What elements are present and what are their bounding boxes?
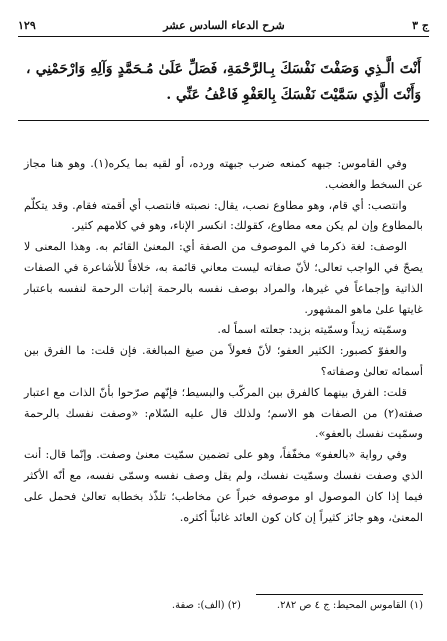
page-number: ١٢٩ [18, 18, 36, 32]
paragraph-riwaya: وفي رواية «بالعفو» مخفّفاً، وهو على تضمين سمّيت معنىٰ وصفت. وإنّما قال: أنت الذي وصفت نفسك وسمّيت نفسك، ولم يقل وصف نفسه وسمّى نفسه، مع أنّه الأكثر فيما إذا كان الموصول او موصوفه خبراً عن مخاطب؛ تلذّذ بخطابه تعالىٰ فحمل على المعنىٰ، وهو جائز كثيراً إن كان كون العائد غائباً أكثره. [24, 448, 423, 524]
volume-label: ج ٣ [412, 18, 429, 32]
footnote-1: (١) القاموس المحيط: ج ٤ ص ٢٨٢. [276, 600, 423, 611]
paragraph-afuw: والعفوّ كصبور: الكثير العفو؛ لأنّ فعولاً من صيغ المبالغة. فإن قلت: ما الفرق بين أسمائه تعالىٰ وصفاته؟ [24, 344, 423, 378]
chapter-title: شرح الدعاء السادس عشر [163, 18, 285, 32]
paragraph-wasf: الوصف: لغة ذكرما في الموصوف من الصفة أي: المعنىٰ القائم به. وهذا المعنى لا يصحّ في الواجب تعالى؛ لأنّ صفاته ليست معاني قائمة به، خلافاً للأشاعرة في الصفات الذاتية وإجماعاً في غيرها، والمراد بوصف نفسه بالرحمة إثبات الرحمة لنفسه باعتبار غايتها علىٰ ماهو المشهور. [24, 240, 423, 316]
supplication-verse: أَنْتَ الَّـذِي وَصَفْتَ نَفْسَكَ بِـالرَّحْمَةِ، فَصَلِّ عَلَىٰ مُـحَمَّدٍ وَآلِهِ وَارْحَمْنِي ، وَأَنْتَ الَّذِي سَمَّيْتَ نَفْسَكَ بِالعَفْوِ فَاعْفُ عَنِّي . [26, 61, 421, 103]
paragraph-tasmiya: وسمّيته زيداً وسمّيته بزيد: جعلته اسماً له. [217, 323, 407, 337]
header-rule [18, 36, 429, 37]
running-header [18, 16, 429, 34]
commentary-text [24, 154, 423, 528]
paragraph-qamus: وفي القاموس: جبهه كمنعه ضرب جبهته ورده، أو لقيه بما يكره(١). وهو هنا مجاز عن السخط والغضب. [24, 157, 423, 191]
paragraph-farq: قلت: الفرق بينهما كالفرق بين المركّب والبسيط؛ فإنّهم صرّحوا بأنّ الذات مع اعتبار صفته(٢) من الصفات هو الاسم؛ ولذلك قال عليه السّلام: «وصفت نفسك بالرحمة وسمّيت نفسك بالعفو». [24, 385, 423, 441]
footnote-rule [256, 594, 423, 595]
footnote-2: (٢) (الف): صفة. [171, 600, 241, 611]
paragraph-intasaba: وانتصب: أي قام، وهو مطاوع نصب، يقال: نصبته فانتصب أي أقمته فقام. وقد يتكلّم بالمطاوع وإن لم يكن معه مطاوع، كقولك: انكسر الإناء، وهو في كلامهم كثير. [24, 198, 423, 233]
section-divider [18, 120, 429, 121]
footnotes [24, 600, 423, 611]
